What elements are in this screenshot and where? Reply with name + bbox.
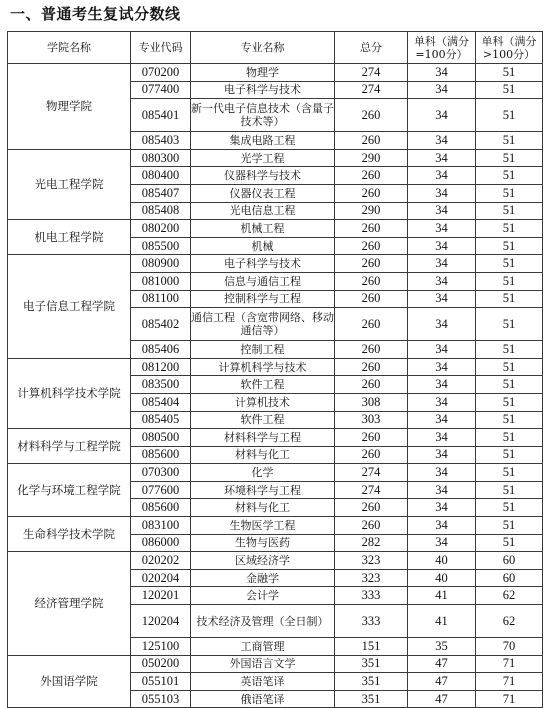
college-name-cell: 物理学院 — [8, 64, 131, 150]
major-name-cell: 化学 — [191, 464, 335, 482]
single-100-cell: 34 — [408, 308, 476, 341]
total-score-cell: 260 — [335, 220, 408, 238]
major-name-cell: 控制科学与工程 — [191, 290, 335, 308]
total-score-cell: 260 — [335, 184, 408, 202]
table-row — [8, 255, 543, 273]
table-row — [8, 149, 543, 167]
major-name-cell: 信息与通信工程 — [191, 272, 335, 290]
major-name-cell: 机械工程 — [191, 220, 335, 238]
single-100-cell: 40 — [408, 569, 476, 587]
single-100-cell: 34 — [408, 481, 476, 499]
total-score-cell: 290 — [335, 149, 408, 167]
major-code-cell: 085404 — [131, 393, 191, 411]
total-score-cell: 260 — [335, 132, 408, 150]
single-100-cell: 34 — [408, 237, 476, 255]
total-score-cell: 303 — [335, 411, 408, 429]
single-over-100-cell: 51 — [476, 220, 543, 238]
table-row — [8, 464, 543, 482]
total-score-cell: 274 — [335, 64, 408, 82]
single-over-100-cell: 51 — [476, 358, 543, 376]
major-code-cell: 070300 — [131, 464, 191, 482]
total-score-cell: 333 — [335, 605, 408, 638]
single-100-cell: 34 — [408, 64, 476, 82]
major-code-cell: 085408 — [131, 202, 191, 220]
table-row — [8, 220, 543, 238]
single-over-100-cell: 60 — [476, 569, 543, 587]
major-code-cell: 120204 — [131, 605, 191, 638]
major-code-cell: 085600 — [131, 446, 191, 464]
single-100-cell: 34 — [408, 149, 476, 167]
major-code-cell: 020202 — [131, 552, 191, 570]
single-100-cell: 47 — [408, 690, 476, 708]
header-major-code: 专业代码 — [131, 32, 191, 64]
total-score-cell: 260 — [335, 99, 408, 132]
major-code-cell: 085405 — [131, 411, 191, 429]
major-name-cell: 会计学 — [191, 587, 335, 605]
major-name-cell: 光电信息工程 — [191, 202, 335, 220]
single-100-cell: 34 — [408, 272, 476, 290]
total-score-cell: 260 — [335, 255, 408, 273]
major-name-cell: 英语笔译 — [191, 673, 335, 691]
single-100-cell: 34 — [408, 393, 476, 411]
major-code-cell: 085600 — [131, 499, 191, 517]
college-name-cell: 生命科学技术学院 — [8, 517, 131, 552]
single-100-cell: 35 — [408, 638, 476, 656]
total-score-cell: 260 — [335, 376, 408, 394]
total-score-cell: 260 — [335, 341, 408, 359]
major-name-cell: 俄语笔译 — [191, 690, 335, 708]
single-over-100-cell: 51 — [476, 446, 543, 464]
single-over-100-cell: 51 — [476, 517, 543, 535]
single-over-100-cell: 51 — [476, 149, 543, 167]
table-header-row — [8, 32, 543, 64]
single-100-cell: 34 — [408, 358, 476, 376]
major-code-cell: 085403 — [131, 132, 191, 150]
major-code-cell: 085500 — [131, 237, 191, 255]
total-score-cell: 282 — [335, 534, 408, 552]
single-over-100-cell: 62 — [476, 587, 543, 605]
single-100-cell: 34 — [408, 99, 476, 132]
college-name-cell: 外国语学院 — [8, 655, 131, 708]
single-over-100-cell: 51 — [476, 393, 543, 411]
total-score-cell: 274 — [335, 81, 408, 99]
single-100-cell: 41 — [408, 587, 476, 605]
total-score-cell: 308 — [335, 393, 408, 411]
single-over-100-cell: 51 — [476, 202, 543, 220]
college-name-cell: 化学与环境工程学院 — [8, 464, 131, 517]
major-name-cell: 通信工程（含宽带网络、移动通信等） — [191, 308, 335, 341]
header-single-over-100: 单科（满分>100分） — [476, 32, 543, 64]
major-name-cell: 生物与医药 — [191, 534, 335, 552]
major-code-cell: 120201 — [131, 587, 191, 605]
section-heading: 一、普通考生复试分数线 — [10, 5, 181, 23]
major-code-cell: 086000 — [131, 534, 191, 552]
major-code-cell: 085402 — [131, 308, 191, 341]
total-score-cell: 333 — [335, 587, 408, 605]
single-100-cell: 34 — [408, 167, 476, 185]
single-over-100-cell: 51 — [476, 64, 543, 82]
single-100-cell: 47 — [408, 673, 476, 691]
single-over-100-cell: 51 — [476, 499, 543, 517]
major-name-cell: 区域经济学 — [191, 552, 335, 570]
major-code-cell: 080900 — [131, 255, 191, 273]
college-name-cell: 经济管理学院 — [8, 552, 131, 655]
major-name-cell: 光学工程 — [191, 149, 335, 167]
single-over-100-cell: 51 — [476, 237, 543, 255]
major-name-cell: 电子科学与技术 — [191, 81, 335, 99]
major-name-cell: 材料科学与工程 — [191, 429, 335, 447]
college-name-cell: 电子信息工程学院 — [8, 255, 131, 358]
header-total-score: 总分 — [335, 32, 408, 64]
single-over-100-cell: 51 — [476, 132, 543, 150]
major-name-cell: 材料与化工 — [191, 446, 335, 464]
header-major-name: 专业名称 — [191, 32, 335, 64]
single-over-100-cell: 62 — [476, 605, 543, 638]
major-name-cell: 软件工程 — [191, 376, 335, 394]
total-score-cell: 260 — [335, 358, 408, 376]
single-100-cell: 41 — [408, 605, 476, 638]
single-over-100-cell: 51 — [476, 255, 543, 273]
single-100-cell: 40 — [408, 552, 476, 570]
single-100-cell: 34 — [408, 220, 476, 238]
major-code-cell: 077400 — [131, 81, 191, 99]
single-over-100-cell: 51 — [476, 429, 543, 447]
major-code-cell: 081100 — [131, 290, 191, 308]
total-score-cell: 351 — [335, 673, 408, 691]
single-100-cell: 34 — [408, 534, 476, 552]
total-score-cell: 351 — [335, 655, 408, 673]
single-100-cell: 34 — [408, 202, 476, 220]
major-code-cell: 055103 — [131, 690, 191, 708]
major-name-cell: 环境科学与工程 — [191, 481, 335, 499]
single-over-100-cell: 51 — [476, 464, 543, 482]
total-score-cell: 260 — [335, 308, 408, 341]
major-name-cell: 计算机科学与技术 — [191, 358, 335, 376]
college-name-cell: 机电工程学院 — [8, 220, 131, 255]
total-score-cell: 260 — [335, 446, 408, 464]
major-code-cell: 020204 — [131, 569, 191, 587]
single-over-100-cell: 51 — [476, 411, 543, 429]
single-over-100-cell: 51 — [476, 290, 543, 308]
single-over-100-cell: 51 — [476, 481, 543, 499]
total-score-cell: 274 — [335, 464, 408, 482]
single-100-cell: 34 — [408, 411, 476, 429]
major-name-cell: 金融学 — [191, 569, 335, 587]
major-code-cell: 085401 — [131, 99, 191, 132]
total-score-cell: 290 — [335, 202, 408, 220]
single-100-cell: 34 — [408, 81, 476, 99]
major-code-cell: 070200 — [131, 64, 191, 82]
single-100-cell: 34 — [408, 341, 476, 359]
major-name-cell: 生物医学工程 — [191, 517, 335, 535]
single-over-100-cell: 51 — [476, 99, 543, 132]
total-score-cell: 260 — [335, 167, 408, 185]
major-code-cell: 080400 — [131, 167, 191, 185]
table-row — [8, 429, 543, 447]
single-100-cell: 34 — [408, 499, 476, 517]
total-score-cell: 351 — [335, 690, 408, 708]
college-name-cell: 材料科学与工程学院 — [8, 429, 131, 464]
major-code-cell: 055101 — [131, 673, 191, 691]
major-code-cell: 081000 — [131, 272, 191, 290]
single-over-100-cell: 51 — [476, 184, 543, 202]
single-over-100-cell: 51 — [476, 272, 543, 290]
major-code-cell: 080500 — [131, 429, 191, 447]
single-over-100-cell: 70 — [476, 638, 543, 656]
major-name-cell: 集成电路工程 — [191, 132, 335, 150]
single-100-cell: 34 — [408, 132, 476, 150]
single-100-cell: 34 — [408, 446, 476, 464]
major-name-cell: 仪器仪表工程 — [191, 184, 335, 202]
single-over-100-cell: 51 — [476, 308, 543, 341]
college-name-cell: 计算机科学技术学院 — [8, 358, 131, 428]
major-code-cell: 083500 — [131, 376, 191, 394]
score-table — [7, 31, 543, 708]
major-code-cell: 085407 — [131, 184, 191, 202]
single-100-cell: 34 — [408, 517, 476, 535]
major-name-cell: 工商管理 — [191, 638, 335, 656]
major-name-cell: 仪器科学与技术 — [191, 167, 335, 185]
major-code-cell: 077600 — [131, 481, 191, 499]
table-row — [8, 655, 543, 673]
table-row — [8, 517, 543, 535]
total-score-cell: 260 — [335, 499, 408, 517]
college-name-cell: 光电工程学院 — [8, 149, 131, 219]
total-score-cell: 260 — [335, 290, 408, 308]
header-single-100: 单科（满分=100分） — [408, 32, 476, 64]
single-100-cell: 34 — [408, 464, 476, 482]
single-100-cell: 34 — [408, 429, 476, 447]
single-over-100-cell: 71 — [476, 673, 543, 691]
total-score-cell: 323 — [335, 569, 408, 587]
table-row — [8, 552, 543, 570]
major-name-cell: 软件工程 — [191, 411, 335, 429]
single-100-cell: 34 — [408, 184, 476, 202]
single-100-cell: 34 — [408, 376, 476, 394]
total-score-cell: 260 — [335, 237, 408, 255]
major-name-cell: 电子科学与技术 — [191, 255, 335, 273]
single-100-cell: 47 — [408, 655, 476, 673]
major-name-cell: 外国语言文学 — [191, 655, 335, 673]
single-100-cell: 34 — [408, 290, 476, 308]
single-over-100-cell: 51 — [476, 81, 543, 99]
major-name-cell: 新一代电子信息技术（含量子技术等） — [191, 99, 335, 132]
major-code-cell: 050200 — [131, 655, 191, 673]
major-code-cell: 080200 — [131, 220, 191, 238]
table-row — [8, 64, 543, 82]
header-college: 学院名称 — [8, 32, 131, 64]
total-score-cell: 260 — [335, 517, 408, 535]
single-over-100-cell: 60 — [476, 552, 543, 570]
major-name-cell: 控制工程 — [191, 341, 335, 359]
total-score-cell: 151 — [335, 638, 408, 656]
single-100-cell: 34 — [408, 255, 476, 273]
major-code-cell: 085406 — [131, 341, 191, 359]
total-score-cell: 260 — [335, 429, 408, 447]
major-name-cell: 机械 — [191, 237, 335, 255]
major-code-cell: 080300 — [131, 149, 191, 167]
total-score-cell: 274 — [335, 481, 408, 499]
major-code-cell: 125100 — [131, 638, 191, 656]
major-name-cell: 技术经济及管理（全日制） — [191, 605, 335, 638]
single-over-100-cell: 71 — [476, 690, 543, 708]
single-over-100-cell: 51 — [476, 534, 543, 552]
total-score-cell: 323 — [335, 552, 408, 570]
single-over-100-cell: 51 — [476, 167, 543, 185]
major-code-cell: 081200 — [131, 358, 191, 376]
total-score-cell: 260 — [335, 272, 408, 290]
major-name-cell: 计算机技术 — [191, 393, 335, 411]
single-over-100-cell: 51 — [476, 341, 543, 359]
table-body — [8, 64, 543, 708]
single-over-100-cell: 51 — [476, 376, 543, 394]
table-row — [8, 358, 543, 376]
single-over-100-cell: 71 — [476, 655, 543, 673]
major-code-cell: 083100 — [131, 517, 191, 535]
major-name-cell: 材料与化工 — [191, 499, 335, 517]
major-name-cell: 物理学 — [191, 64, 335, 82]
